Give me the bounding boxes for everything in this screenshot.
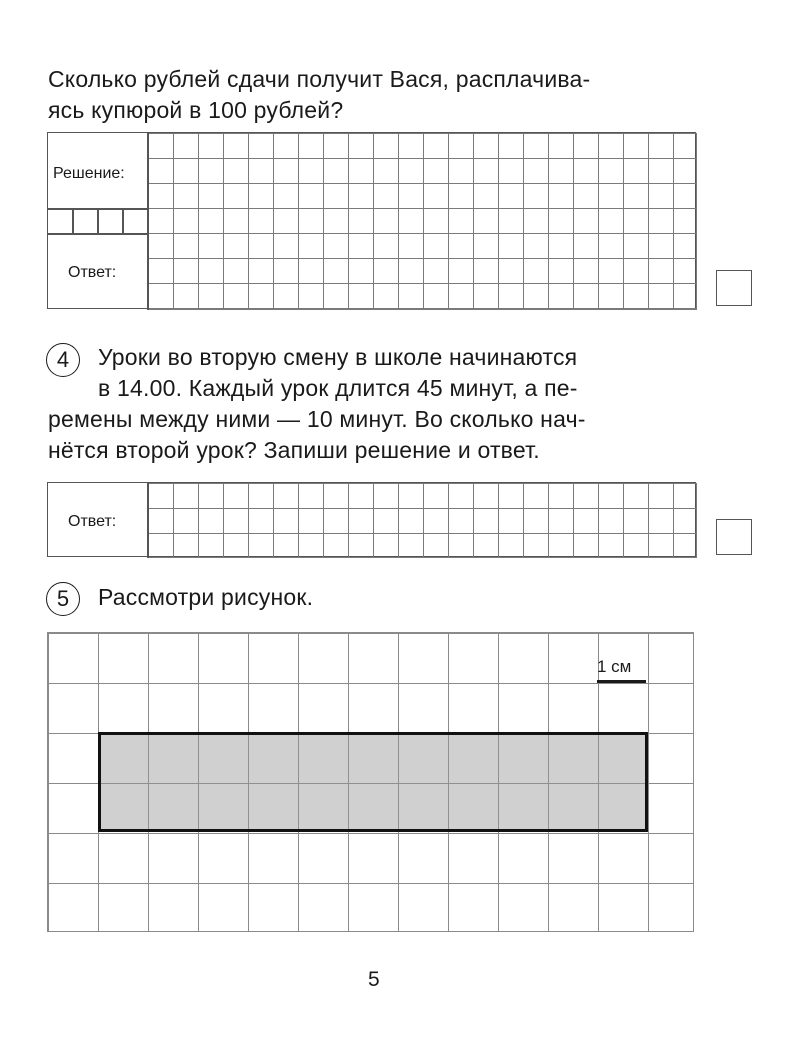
q3-solution-grid[interactable] bbox=[148, 133, 697, 310]
q4-text-line1: Уроки во вторую смену в школе начинаются bbox=[98, 344, 578, 370]
q4-number-circle: 4 bbox=[46, 343, 80, 377]
q5-figure-grid bbox=[47, 632, 694, 932]
q4-answer-box bbox=[47, 482, 696, 557]
page-number: 5 bbox=[368, 968, 380, 991]
q4-text-line3: ремены между ними — 10 минут. Во сколько нач- bbox=[48, 406, 586, 432]
shaded-rectangle bbox=[98, 732, 648, 832]
q5-number-circle: 5 bbox=[46, 582, 80, 616]
q3-solution-label: Решение: bbox=[53, 165, 125, 182]
q3-answer-label: Ответ: bbox=[68, 264, 117, 281]
q4-answer-grid[interactable] bbox=[148, 483, 697, 558]
q3-text-line2: ясь купюрой в 100 рублей? bbox=[48, 97, 344, 123]
q5-text: Рассмотри рисунок. bbox=[98, 584, 314, 610]
scale-bar bbox=[597, 680, 646, 683]
q4-answer-label: Ответ: bbox=[68, 513, 117, 530]
q4-text-line2: в 14.00. Каждый урок длится 45 минут, а пе- bbox=[98, 375, 578, 401]
q3-answer-box bbox=[47, 132, 696, 309]
q4-score-box[interactable] bbox=[716, 519, 752, 555]
q4-divider bbox=[147, 483, 149, 558]
q3-small-cell-divider bbox=[72, 208, 74, 234]
q3-small-cell-divider bbox=[122, 208, 124, 234]
q4-text-line4: нётся второй урок? Запиши решение и ответ. bbox=[48, 437, 540, 463]
scale-label: 1 см bbox=[597, 657, 632, 676]
q3-text-line1: Сколько рублей сдачи получит Вася, расплачива- bbox=[48, 66, 591, 92]
q3-score-box[interactable] bbox=[716, 270, 752, 306]
q3-small-cell-divider bbox=[97, 208, 99, 234]
q3-divider bbox=[147, 133, 149, 310]
